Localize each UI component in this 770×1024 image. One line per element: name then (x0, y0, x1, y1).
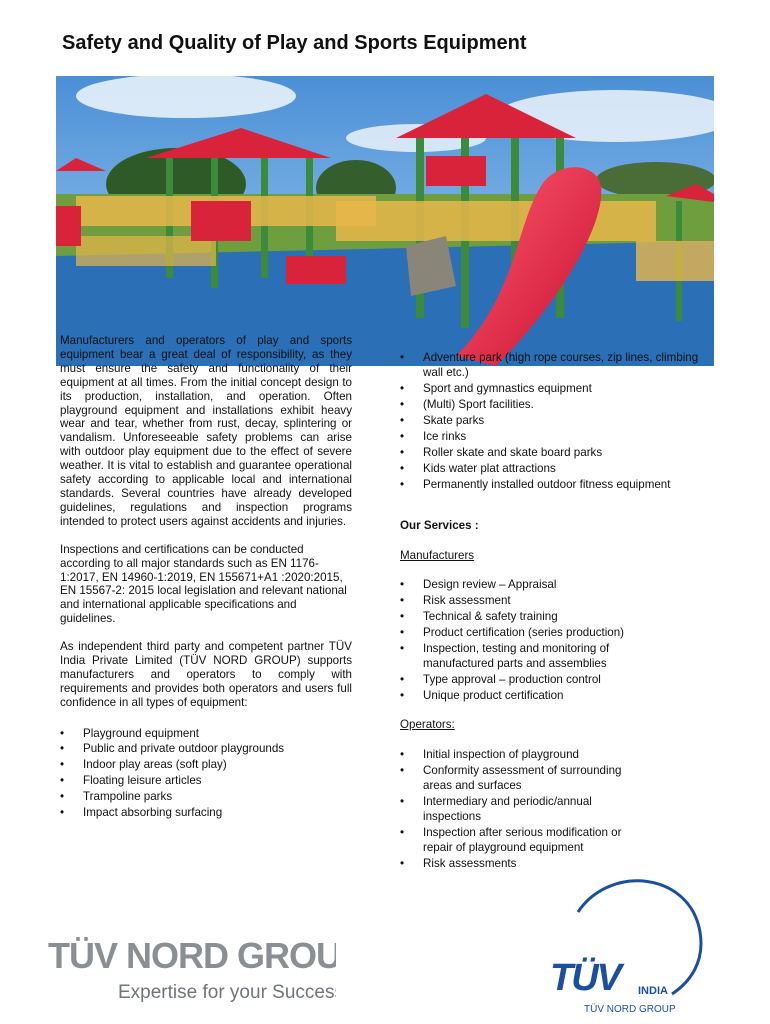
list-item: • Adventure park (high rope courses, zip lines, climbing wall etc.) (400, 350, 720, 380)
playground-photo-icon (56, 76, 714, 366)
tuv-nord-group-logo (46, 934, 336, 1014)
list-item: • Indoor play areas (soft play) (60, 757, 352, 773)
list-item: • Type approval – production control (400, 672, 650, 687)
page-title: Safety and Quality of Play and Sports Equipment (62, 32, 527, 54)
group-name-text: TÜV NORD GROUP (48, 935, 336, 976)
list-item: • Kids water plat attractions (400, 461, 720, 476)
operators-heading: Operators: (400, 718, 455, 732)
intro-paragraph: Manufacturers and operators of play and sports equipment bear a great deal of responsibility, as they must ensure the safety and functionality of their equipment at all times. From the initial concept design to its production, installation, and operation. Often playground equipment and installations exhibit heavy wear and tear, whether from rust, decay, splintering or vandalism. Unforeseeable safety problems can arise with outdoor play equipment due to the effect of severe weather. It is vital to establish and guarantee operational safety according to applicable local and international standards. Several countries have already developed guidelines, regulations and inspection programs intended to protect users against accidents and injuries. (60, 334, 352, 528)
list-item: • Initial inspection of playground (400, 747, 650, 762)
operators-list (400, 747, 650, 871)
list-item: • Public and private outdoor playgrounds (60, 741, 352, 757)
tuv-india-logo-icon (540, 872, 715, 1017)
list-item: • Inspection, testing and monitoring of manufactured parts and assemblies (400, 641, 650, 671)
list-item: • Roller skate and skate board parks (400, 445, 720, 460)
tuv-india-logo (540, 872, 715, 1022)
list-item: • Impact absorbing surfacing (60, 805, 352, 821)
list-item: • Playground equipment (60, 726, 352, 742)
list-item: • Permanently installed outdoor fitness equipment (400, 477, 720, 492)
list-item: • Technical & safety training (400, 609, 650, 624)
list-item: • Risk assessments (400, 856, 650, 871)
equipment-list (60, 726, 352, 821)
partner-paragraph: As independent third party and competent partner TÜV India Private Limited (TÜV NORD GROUP) supports manufacturers and operators to comply with requirements and provides both operators and users full confidence in all types of equipment: (60, 640, 352, 709)
manufacturers-list (400, 577, 650, 703)
list-item: • Design review – Appraisal (400, 577, 650, 592)
list-item: • Conformity assessment of surrounding areas and surfaces (400, 763, 650, 793)
list-item: • Inspection after serious modification or repair of playground equipment (400, 825, 650, 855)
tuv-nord-group-logo-icon (46, 934, 336, 1009)
manufacturers-heading: Manufacturers (400, 548, 475, 562)
list-item: • (Multi) Sport facilities. (400, 397, 720, 412)
list-item: • Floating leisure articles (60, 773, 352, 789)
standards-paragraph: Inspections and certifications can be conducted according to all major standards such as EN 1176-1:2017, EN 14960-1:2019, EN 155671+A1 :2020:2015, EN 15567-2: 2015 local legislation and relevant national and international applicable specifications and guidelines. (60, 542, 347, 626)
facilities-list (400, 350, 720, 492)
india-mark-text: TÜV (550, 957, 620, 999)
services-column (400, 350, 720, 872)
intro-column (60, 334, 352, 820)
india-label-text: INDIA (638, 985, 668, 997)
list-item: • Risk assessment (400, 593, 650, 608)
playground-photo (56, 76, 714, 366)
services-heading: Our Services : (400, 519, 479, 532)
list-item: • Product certification (series production) (400, 625, 650, 640)
list-item: • Ice rinks (400, 429, 720, 444)
list-item: • Trampoline parks (60, 789, 352, 805)
list-item: • Skate parks (400, 413, 720, 428)
group-tagline-text: Expertise for your Success (118, 982, 336, 1003)
list-item: • Sport and gymnastics equipment (400, 381, 720, 396)
list-item: • Unique product certification (400, 688, 650, 703)
india-group-text: TÜV NORD GROUP (584, 1004, 676, 1015)
list-item: • Intermediary and periodic/annual inspections (400, 794, 650, 824)
